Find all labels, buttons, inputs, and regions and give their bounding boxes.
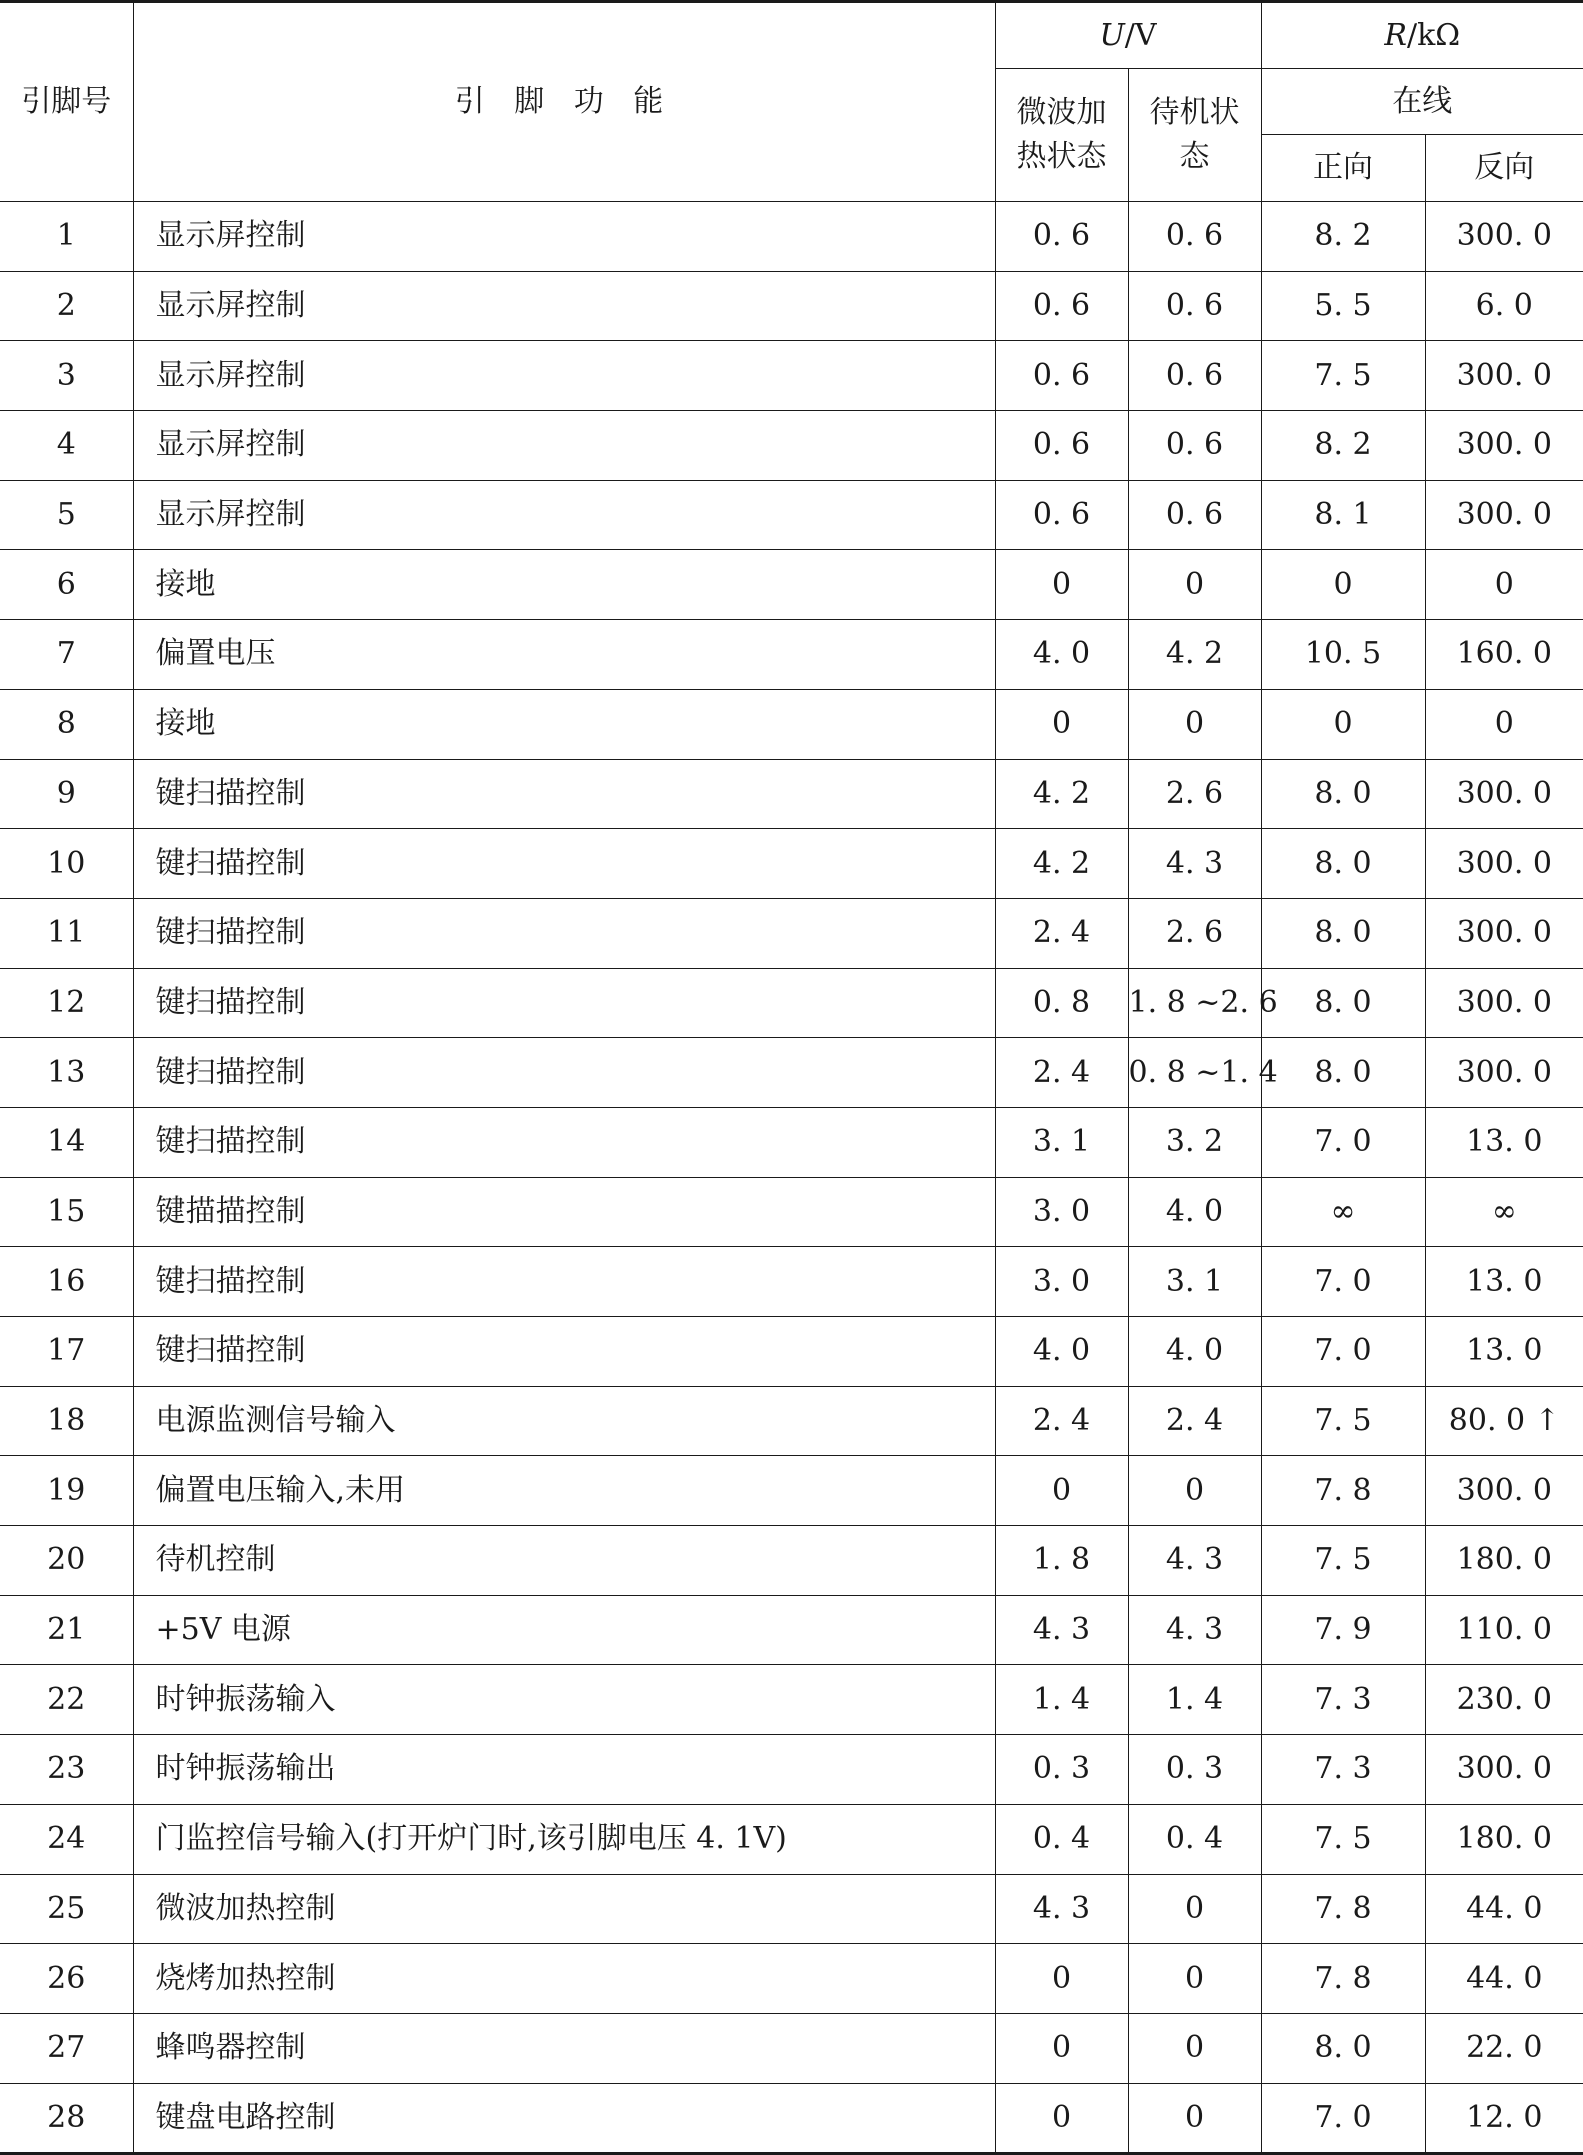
resistance-forward-cell: 8. 0: [1261, 2013, 1425, 2083]
resistance-forward-cell: 8. 0: [1261, 829, 1425, 899]
pin-function-cell: 显示屏控制: [133, 341, 995, 411]
pin-function-cell: 时钟振荡输入: [133, 1665, 995, 1735]
resistance-reverse-cell: 300. 0: [1425, 1456, 1583, 1526]
pin-function-cell: 键盘电路控制: [133, 2083, 995, 2154]
resistance-forward-cell: 7. 3: [1261, 1735, 1425, 1805]
pin-function-cell: 键扫描控制: [133, 1038, 995, 1108]
resistance-reverse-cell: 300. 0: [1425, 202, 1583, 272]
pin-function-cell: 显示屏控制: [133, 271, 995, 341]
resistance-reverse-cell: 12. 0: [1425, 2083, 1583, 2154]
pin-function-cell: 接地: [133, 689, 995, 759]
table-row: [0, 1735, 1583, 1805]
voltage-heating-cell: 4. 2: [995, 829, 1128, 899]
pin-function-cell: 待机控制: [133, 1526, 995, 1596]
pin-function-cell: 烧烤加热控制: [133, 1944, 995, 2014]
pin-number-cell: 9: [0, 759, 133, 829]
table-row: [0, 2013, 1583, 2083]
microwave-heating-header: 微波加热状态: [995, 69, 1128, 202]
resistance-forward-cell: 7. 9: [1261, 1595, 1425, 1665]
pin-number-cell: 22: [0, 1665, 133, 1735]
pin-number-cell: 12: [0, 968, 133, 1038]
table-row: [0, 1177, 1583, 1247]
pin-function-header: 引 脚 功 能: [133, 2, 995, 202]
pin-number-cell: 18: [0, 1386, 133, 1456]
table-row: [0, 202, 1583, 272]
resistance-forward-cell: 0: [1261, 689, 1425, 759]
table-row: [0, 1804, 1583, 1874]
resistance-forward-cell: 8. 0: [1261, 1038, 1425, 1108]
pin-number-cell: 16: [0, 1247, 133, 1317]
resistance-reverse-cell: 13. 0: [1425, 1247, 1583, 1317]
pin-function-cell: 键扫描控制: [133, 1247, 995, 1317]
voltage-standby-cell: 0: [1128, 550, 1261, 620]
table-row: [0, 480, 1583, 550]
pin-number-cell: 27: [0, 2013, 133, 2083]
pin-number-cell: 23: [0, 1735, 133, 1805]
voltage-heating-cell: 0: [995, 2013, 1128, 2083]
pin-number-cell: 15: [0, 1177, 133, 1247]
resistance-reverse-cell: 13. 0: [1425, 1317, 1583, 1387]
voltage-standby-cell: 0: [1128, 689, 1261, 759]
voltage-standby-cell: 2. 4: [1128, 1386, 1261, 1456]
pin-number-cell: 4: [0, 411, 133, 481]
resistance-reverse-cell: 230. 0: [1425, 1665, 1583, 1735]
resistance-reverse-cell: 300. 0: [1425, 1735, 1583, 1805]
voltage-heating-cell: 0: [995, 1944, 1128, 2014]
resistance-forward-cell: 7. 0: [1261, 1317, 1425, 1387]
table-row: [0, 1874, 1583, 1944]
voltage-heating-cell: 0: [995, 2083, 1128, 2154]
voltage-heating-cell: 4. 3: [995, 1874, 1128, 1944]
pin-function-cell: 键扫描控制: [133, 759, 995, 829]
voltage-heating-cell: 0: [995, 1456, 1128, 1526]
voltage-heating-cell: 0. 6: [995, 341, 1128, 411]
voltage-heating-cell: 0: [995, 550, 1128, 620]
pin-number-cell: 25: [0, 1874, 133, 1944]
pin-function-cell: 偏置电压: [133, 620, 995, 690]
pin-function-cell: 键扫描控制: [133, 968, 995, 1038]
resistance-reverse-cell: 13. 0: [1425, 1107, 1583, 1177]
voltage-standby-cell: 0. 4: [1128, 1804, 1261, 1874]
voltage-heating-cell: 1. 8: [995, 1526, 1128, 1596]
pin-number-cell: 19: [0, 1456, 133, 1526]
resistance-forward-cell: 7. 3: [1261, 1665, 1425, 1735]
resistance-forward-cell: 7. 8: [1261, 1456, 1425, 1526]
voltage-standby-cell: 0. 6: [1128, 202, 1261, 272]
pin-number-cell: 20: [0, 1526, 133, 1596]
voltage-standby-cell: 0. 6: [1128, 411, 1261, 481]
resistance-reverse-cell: 0: [1425, 550, 1583, 620]
voltage-standby-cell: 4. 2: [1128, 620, 1261, 690]
table-header: [0, 2, 1583, 202]
resistance-reverse-cell: 160. 0: [1425, 620, 1583, 690]
resistance-header: [1261, 2, 1583, 69]
pin-number-cell: 13: [0, 1038, 133, 1108]
pin-function-cell: 键扫描控制: [133, 829, 995, 899]
voltage-header: [995, 2, 1261, 69]
resistance-forward-cell: ∞: [1261, 1177, 1425, 1247]
forward-header: 正向: [1261, 135, 1425, 202]
pin-function-cell: 键扫描控制: [133, 898, 995, 968]
table-row: [0, 968, 1583, 1038]
voltage-standby-cell: 4. 0: [1128, 1317, 1261, 1387]
voltage-heating-cell: 4. 3: [995, 1595, 1128, 1665]
voltage-heating-cell: 0. 6: [995, 271, 1128, 341]
pin-function-cell: +5V 电源: [133, 1595, 995, 1665]
pin-number-header: 引脚号: [0, 2, 133, 202]
header-row-1: [0, 2, 1583, 69]
resistance-unit: /kΩ: [1406, 17, 1461, 53]
pin-number-cell: 14: [0, 1107, 133, 1177]
voltage-heating-cell: 0. 8: [995, 968, 1128, 1038]
resistance-reverse-cell: 300. 0: [1425, 829, 1583, 899]
voltage-standby-cell: 0. 3: [1128, 1735, 1261, 1805]
pin-function-cell: 键扫描控制: [133, 1107, 995, 1177]
voltage-heating-cell: 3. 0: [995, 1177, 1128, 1247]
table-row: [0, 1595, 1583, 1665]
voltage-heating-cell: 2. 4: [995, 898, 1128, 968]
pin-function-cell: 显示屏控制: [133, 480, 995, 550]
voltage-heating-cell: 4. 2: [995, 759, 1128, 829]
voltage-heating-cell: 0. 3: [995, 1735, 1128, 1805]
voltage-heating-cell: 4. 0: [995, 620, 1128, 690]
voltage-standby-cell: 0. 8 ~1. 4: [1128, 1038, 1261, 1108]
resistance-reverse-cell: 110. 0: [1425, 1595, 1583, 1665]
resistance-forward-cell: 7. 5: [1261, 1386, 1425, 1456]
pin-number-cell: 26: [0, 1944, 133, 2014]
pin-number-cell: 10: [0, 829, 133, 899]
pin-function-cell: 门监控信号输入(打开炉门时,该引脚电压 4. 1V): [133, 1804, 995, 1874]
voltage-standby-cell: 3. 1: [1128, 1247, 1261, 1317]
table-body: [0, 202, 1583, 2154]
voltage-heating-cell: 0. 6: [995, 411, 1128, 481]
pin-function-cell: 键描描控制: [133, 1177, 995, 1247]
pin-number-cell: 3: [0, 341, 133, 411]
reverse-header: 反向: [1425, 135, 1583, 202]
resistance-reverse-cell: 300. 0: [1425, 341, 1583, 411]
resistance-reverse-cell: 300. 0: [1425, 968, 1583, 1038]
standby-header: 待机状态: [1128, 69, 1261, 202]
pin-number-cell: 7: [0, 620, 133, 690]
resistance-reverse-cell: 44. 0: [1425, 1874, 1583, 1944]
pin-function-cell: 键扫描控制: [133, 1317, 995, 1387]
pin-function-cell: 显示屏控制: [133, 202, 995, 272]
voltage-heating-cell: 3. 1: [995, 1107, 1128, 1177]
pin-number-cell: 21: [0, 1595, 133, 1665]
resistance-forward-cell: 7. 0: [1261, 2083, 1425, 2154]
resistance-forward-cell: 7. 0: [1261, 1107, 1425, 1177]
resistance-forward-cell: 8. 0: [1261, 968, 1425, 1038]
pin-number-cell: 11: [0, 898, 133, 968]
voltage-standby-cell: 0: [1128, 1944, 1261, 2014]
resistance-reverse-cell: 300. 0: [1425, 898, 1583, 968]
resistance-reverse-cell: 300. 0: [1425, 1038, 1583, 1108]
table-row: [0, 898, 1583, 968]
voltage-standby-cell: 4. 3: [1128, 1526, 1261, 1596]
resistance-forward-cell: 5. 5: [1261, 271, 1425, 341]
table-row: [0, 411, 1583, 481]
resistance-reverse-cell: 6. 0: [1425, 271, 1583, 341]
table-row: [0, 550, 1583, 620]
pin-number-cell: 28: [0, 2083, 133, 2154]
voltage-standby-cell: 4. 0: [1128, 1177, 1261, 1247]
table-row: [0, 271, 1583, 341]
voltage-standby-cell: 1. 4: [1128, 1665, 1261, 1735]
voltage-heating-cell: 3. 0: [995, 1247, 1128, 1317]
online-header: 在线: [1261, 69, 1583, 135]
table-row: [0, 2083, 1583, 2154]
pin-number-cell: 8: [0, 689, 133, 759]
table-row: [0, 689, 1583, 759]
pin-function-cell: 偏置电压输入,未用: [133, 1456, 995, 1526]
pin-function-cell: 显示屏控制: [133, 411, 995, 481]
table-row: [0, 1107, 1583, 1177]
resistance-forward-cell: 8. 2: [1261, 411, 1425, 481]
resistance-reverse-cell: 300. 0: [1425, 480, 1583, 550]
pin-number-cell: 2: [0, 271, 133, 341]
resistance-forward-cell: 7. 8: [1261, 1944, 1425, 2014]
resistance-forward-cell: 7. 5: [1261, 341, 1425, 411]
resistance-reverse-cell: 22. 0: [1425, 2013, 1583, 2083]
resistance-forward-cell: 7. 5: [1261, 1526, 1425, 1596]
voltage-standby-cell: 0: [1128, 2013, 1261, 2083]
voltage-standby-cell: 0: [1128, 2083, 1261, 2154]
resistance-forward-cell: 8. 0: [1261, 898, 1425, 968]
resistance-reverse-cell: 0: [1425, 689, 1583, 759]
pin-number-cell: 17: [0, 1317, 133, 1387]
resistance-forward-cell: 7. 5: [1261, 1804, 1425, 1874]
voltage-standby-cell: 0: [1128, 1874, 1261, 1944]
voltage-heating-cell: 4. 0: [995, 1317, 1128, 1387]
voltage-heating-cell: 0: [995, 689, 1128, 759]
voltage-heating-cell: 0. 6: [995, 480, 1128, 550]
resistance-reverse-cell: 180. 0: [1425, 1526, 1583, 1596]
voltage-standby-cell: 3. 2: [1128, 1107, 1261, 1177]
table-row: [0, 341, 1583, 411]
voltage-heating-cell: 1. 4: [995, 1665, 1128, 1735]
voltage-heating-cell: 0. 4: [995, 1804, 1128, 1874]
table-row: [0, 1526, 1583, 1596]
resistance-forward-cell: 10. 5: [1261, 620, 1425, 690]
voltage-standby-cell: 2. 6: [1128, 898, 1261, 968]
table-row: [0, 1386, 1583, 1456]
resistance-reverse-cell: 44. 0: [1425, 1944, 1583, 2014]
voltage-symbol: U: [1099, 17, 1125, 53]
pin-number-cell: 6: [0, 550, 133, 620]
table-row: [0, 1944, 1583, 2014]
pin-number-cell: 24: [0, 1804, 133, 1874]
pin-function-cell: 电源监测信号输入: [133, 1386, 995, 1456]
voltage-standby-cell: 0. 6: [1128, 341, 1261, 411]
resistance-reverse-cell: 300. 0: [1425, 759, 1583, 829]
voltage-standby-cell: 0: [1128, 1456, 1261, 1526]
resistance-forward-cell: 0: [1261, 550, 1425, 620]
resistance-reverse-cell: ∞: [1425, 1177, 1583, 1247]
pin-function-cell: 接地: [133, 550, 995, 620]
table-row: [0, 829, 1583, 899]
voltage-standby-cell: 4. 3: [1128, 829, 1261, 899]
voltage-standby-cell: 0. 6: [1128, 480, 1261, 550]
resistance-symbol: R: [1384, 17, 1407, 53]
voltage-standby-cell: 1. 8 ~2. 6: [1128, 968, 1261, 1038]
table-row: [0, 1456, 1583, 1526]
pin-function-cell: 蜂鸣器控制: [133, 2013, 995, 2083]
resistance-forward-cell: 7. 8: [1261, 1874, 1425, 1944]
pin-function-cell: 微波加热控制: [133, 1874, 995, 1944]
table-row: [0, 1665, 1583, 1735]
voltage-standby-cell: 2. 6: [1128, 759, 1261, 829]
table-row: [0, 620, 1583, 690]
voltage-standby-cell: 4. 3: [1128, 1595, 1261, 1665]
pin-function-cell: 时钟振荡输出: [133, 1735, 995, 1805]
voltage-standby-cell: 0. 6: [1128, 271, 1261, 341]
voltage-heating-cell: 0. 6: [995, 202, 1128, 272]
pin-number-cell: 1: [0, 202, 133, 272]
resistance-reverse-cell: 80. 0 ↑: [1425, 1386, 1583, 1456]
resistance-reverse-cell: 300. 0: [1425, 411, 1583, 481]
table-row: [0, 1317, 1583, 1387]
voltage-heating-cell: 2. 4: [995, 1038, 1128, 1108]
resistance-forward-cell: 8. 1: [1261, 480, 1425, 550]
resistance-forward-cell: 8. 0: [1261, 759, 1425, 829]
voltage-heating-cell: 2. 4: [995, 1386, 1128, 1456]
table-row: [0, 759, 1583, 829]
resistance-reverse-cell: 180. 0: [1425, 1804, 1583, 1874]
voltage-unit: /V: [1124, 17, 1157, 53]
resistance-forward-cell: 7. 0: [1261, 1247, 1425, 1317]
table-row: [0, 1038, 1583, 1108]
pin-number-cell: 5: [0, 480, 133, 550]
table-row: [0, 1247, 1583, 1317]
resistance-forward-cell: 8. 2: [1261, 202, 1425, 272]
